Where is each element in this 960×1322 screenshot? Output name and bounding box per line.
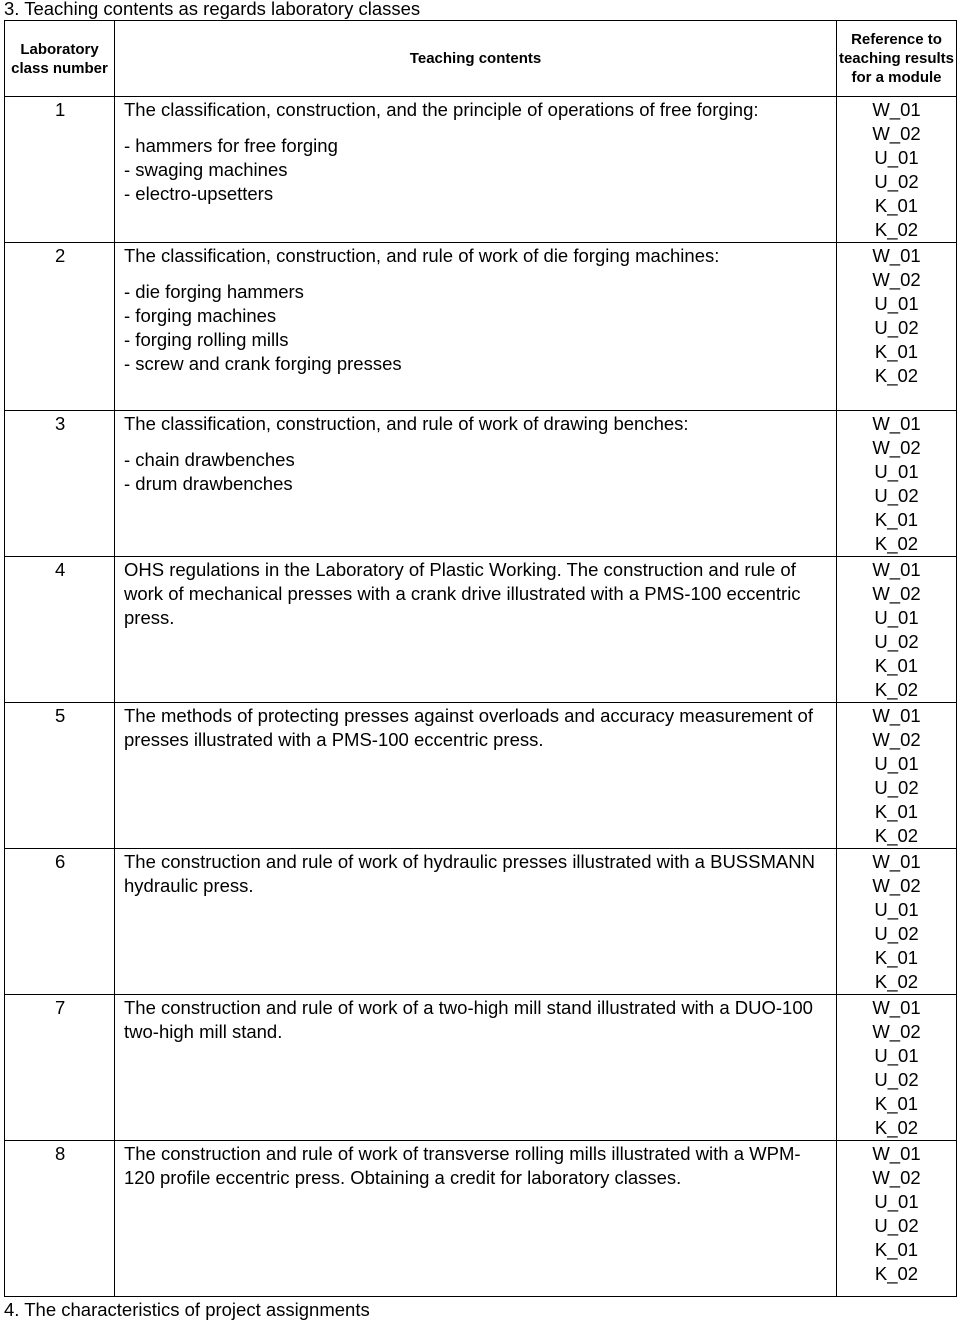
line-spacer bbox=[124, 122, 826, 134]
reference-code: U_02 bbox=[874, 171, 919, 192]
content-line: The classification, construction, and rule of work of die forging machines: bbox=[124, 245, 720, 266]
reference-code: K_02 bbox=[874, 1117, 919, 1138]
table-row bbox=[5, 995, 957, 1141]
reference-code: W_01 bbox=[872, 705, 921, 726]
content-line: The classification, construction, and rule of work of drawing benches: bbox=[124, 413, 689, 434]
reference-code: U_01 bbox=[874, 1045, 919, 1066]
table-row bbox=[5, 411, 957, 557]
reference-code: W_02 bbox=[872, 583, 921, 604]
reference-cell bbox=[837, 849, 957, 995]
reference-code: U_01 bbox=[874, 1191, 919, 1212]
line-spacer bbox=[124, 436, 826, 448]
reference-code: U_01 bbox=[874, 147, 919, 168]
reference-code: W_01 bbox=[872, 1143, 921, 1164]
reference-code: U_02 bbox=[874, 1215, 919, 1236]
reference-code: W_02 bbox=[872, 875, 921, 896]
content-line: The methods of protecting presses against overloads and accuracy measurement of presses illustrated with a PMS-100 eccentric press. bbox=[124, 705, 813, 750]
reference-code: K_01 bbox=[874, 195, 919, 216]
class-number-cell: 7 bbox=[5, 995, 115, 1141]
reference-code: W_01 bbox=[872, 559, 921, 580]
table-row bbox=[5, 1141, 957, 1297]
class-number-cell: 2 bbox=[5, 243, 115, 411]
content-line: The construction and rule of work of transverse rolling mills illustrated with a WPM-120 profile eccentric press. Obtaining a credit for laboratory classes. bbox=[124, 1143, 801, 1188]
teaching-contents-cell bbox=[115, 557, 837, 703]
content-line: - electro-upsetters bbox=[124, 183, 274, 204]
reference-code: U_02 bbox=[874, 485, 919, 506]
reference-code: U_02 bbox=[874, 1069, 919, 1090]
reference-code: W_01 bbox=[872, 997, 921, 1018]
class-number-cell: 6 bbox=[5, 849, 115, 995]
reference-code: W_02 bbox=[872, 1167, 921, 1188]
table-header-row bbox=[5, 21, 957, 97]
reference-cell bbox=[837, 1141, 957, 1297]
content-line: - forging machines bbox=[124, 305, 277, 326]
reference-code: W_01 bbox=[872, 851, 921, 872]
reference-code: W_02 bbox=[872, 729, 921, 750]
content-line: The construction and rule of work of hydraulic presses illustrated with a BUSSMANN hydraulic press. bbox=[124, 851, 815, 896]
teaching-contents-cell bbox=[115, 97, 837, 243]
reference-code: K_01 bbox=[874, 1239, 919, 1260]
reference-code: W_02 bbox=[872, 123, 921, 144]
reference-code: U_01 bbox=[874, 293, 919, 314]
reference-code: U_02 bbox=[874, 777, 919, 798]
class-number-cell: 3 bbox=[5, 411, 115, 557]
table-row bbox=[5, 97, 957, 243]
section-heading: 3. Teaching contents as regards laboratory classes bbox=[4, 0, 421, 19]
reference-code: K_02 bbox=[874, 679, 919, 700]
reference-code: U_02 bbox=[874, 631, 919, 652]
class-number-cell: 1 bbox=[5, 97, 115, 243]
content-line: The construction and rule of work of a two-high mill stand illustrated with a DUO-100 two-high mill stand. bbox=[124, 997, 813, 1042]
reference-code: K_02 bbox=[874, 971, 919, 992]
line-spacer bbox=[124, 268, 826, 280]
table-row bbox=[5, 557, 957, 703]
content-line: - screw and crank forging presses bbox=[124, 353, 402, 374]
content-line: - forging rolling mills bbox=[124, 329, 289, 350]
class-number-cell: 8 bbox=[5, 1141, 115, 1297]
reference-code: K_01 bbox=[874, 1093, 919, 1114]
reference-cell bbox=[837, 243, 957, 411]
reference-code: U_02 bbox=[874, 923, 919, 944]
class-number-cell: 4 bbox=[5, 557, 115, 703]
reference-cell bbox=[837, 995, 957, 1141]
reference-code: K_01 bbox=[874, 655, 919, 676]
table-row bbox=[5, 703, 957, 849]
reference-code: U_01 bbox=[874, 607, 919, 628]
reference-code: K_02 bbox=[874, 1263, 919, 1284]
content-line: - hammers for free forging bbox=[124, 135, 338, 156]
teaching-contents-cell bbox=[115, 703, 837, 849]
reference-cell bbox=[837, 703, 957, 849]
content-line: - drum drawbenches bbox=[124, 473, 293, 494]
teaching-contents-cell bbox=[115, 995, 837, 1141]
content-line: - swaging machines bbox=[124, 159, 288, 180]
header-teaching-contents: Teaching contents bbox=[115, 21, 837, 97]
teaching-contents-cell bbox=[115, 849, 837, 995]
reference-code: W_02 bbox=[872, 269, 921, 290]
table-row bbox=[5, 243, 957, 411]
reference-code: K_02 bbox=[874, 533, 919, 554]
reference-code: K_01 bbox=[874, 947, 919, 968]
content-line: - chain drawbenches bbox=[124, 449, 295, 470]
teaching-contents-cell bbox=[115, 243, 837, 411]
reference-code: U_01 bbox=[874, 899, 919, 920]
reference-code: W_02 bbox=[872, 1021, 921, 1042]
content-line: The classification, construction, and the principle of operations of free forging: bbox=[124, 99, 759, 120]
reference-code: W_01 bbox=[872, 245, 921, 266]
header-reference: Reference to teaching results for a module bbox=[837, 21, 957, 97]
reference-code: W_01 bbox=[872, 99, 921, 120]
reference-code: K_01 bbox=[874, 801, 919, 822]
reference-code: U_02 bbox=[874, 317, 919, 338]
content-line: - die forging hammers bbox=[124, 281, 304, 302]
laboratory-classes-table bbox=[4, 20, 957, 1297]
reference-code: U_01 bbox=[874, 461, 919, 482]
header-class-number: Laboratory class number bbox=[5, 21, 115, 97]
reference-code: W_02 bbox=[872, 437, 921, 458]
reference-code: K_01 bbox=[874, 341, 919, 362]
reference-code: U_01 bbox=[874, 753, 919, 774]
reference-cell bbox=[837, 97, 957, 243]
reference-code: W_01 bbox=[872, 413, 921, 434]
teaching-contents-cell bbox=[115, 411, 837, 557]
reference-code: K_02 bbox=[874, 219, 919, 240]
reference-cell bbox=[837, 411, 957, 557]
table-row bbox=[5, 849, 957, 995]
reference-code: K_02 bbox=[874, 365, 919, 386]
reference-code: K_02 bbox=[874, 825, 919, 846]
class-number-cell: 5 bbox=[5, 703, 115, 849]
reference-code: K_01 bbox=[874, 509, 919, 530]
next-section-heading: 4. The characteristics of project assignments bbox=[4, 1299, 370, 1320]
content-line: OHS regulations in the Laboratory of Plastic Working. The construction and rule of work of mechanical presses with a crank drive illustrated with a PMS-100 eccentric press. bbox=[124, 559, 801, 628]
teaching-contents-cell bbox=[115, 1141, 837, 1297]
reference-cell bbox=[837, 557, 957, 703]
